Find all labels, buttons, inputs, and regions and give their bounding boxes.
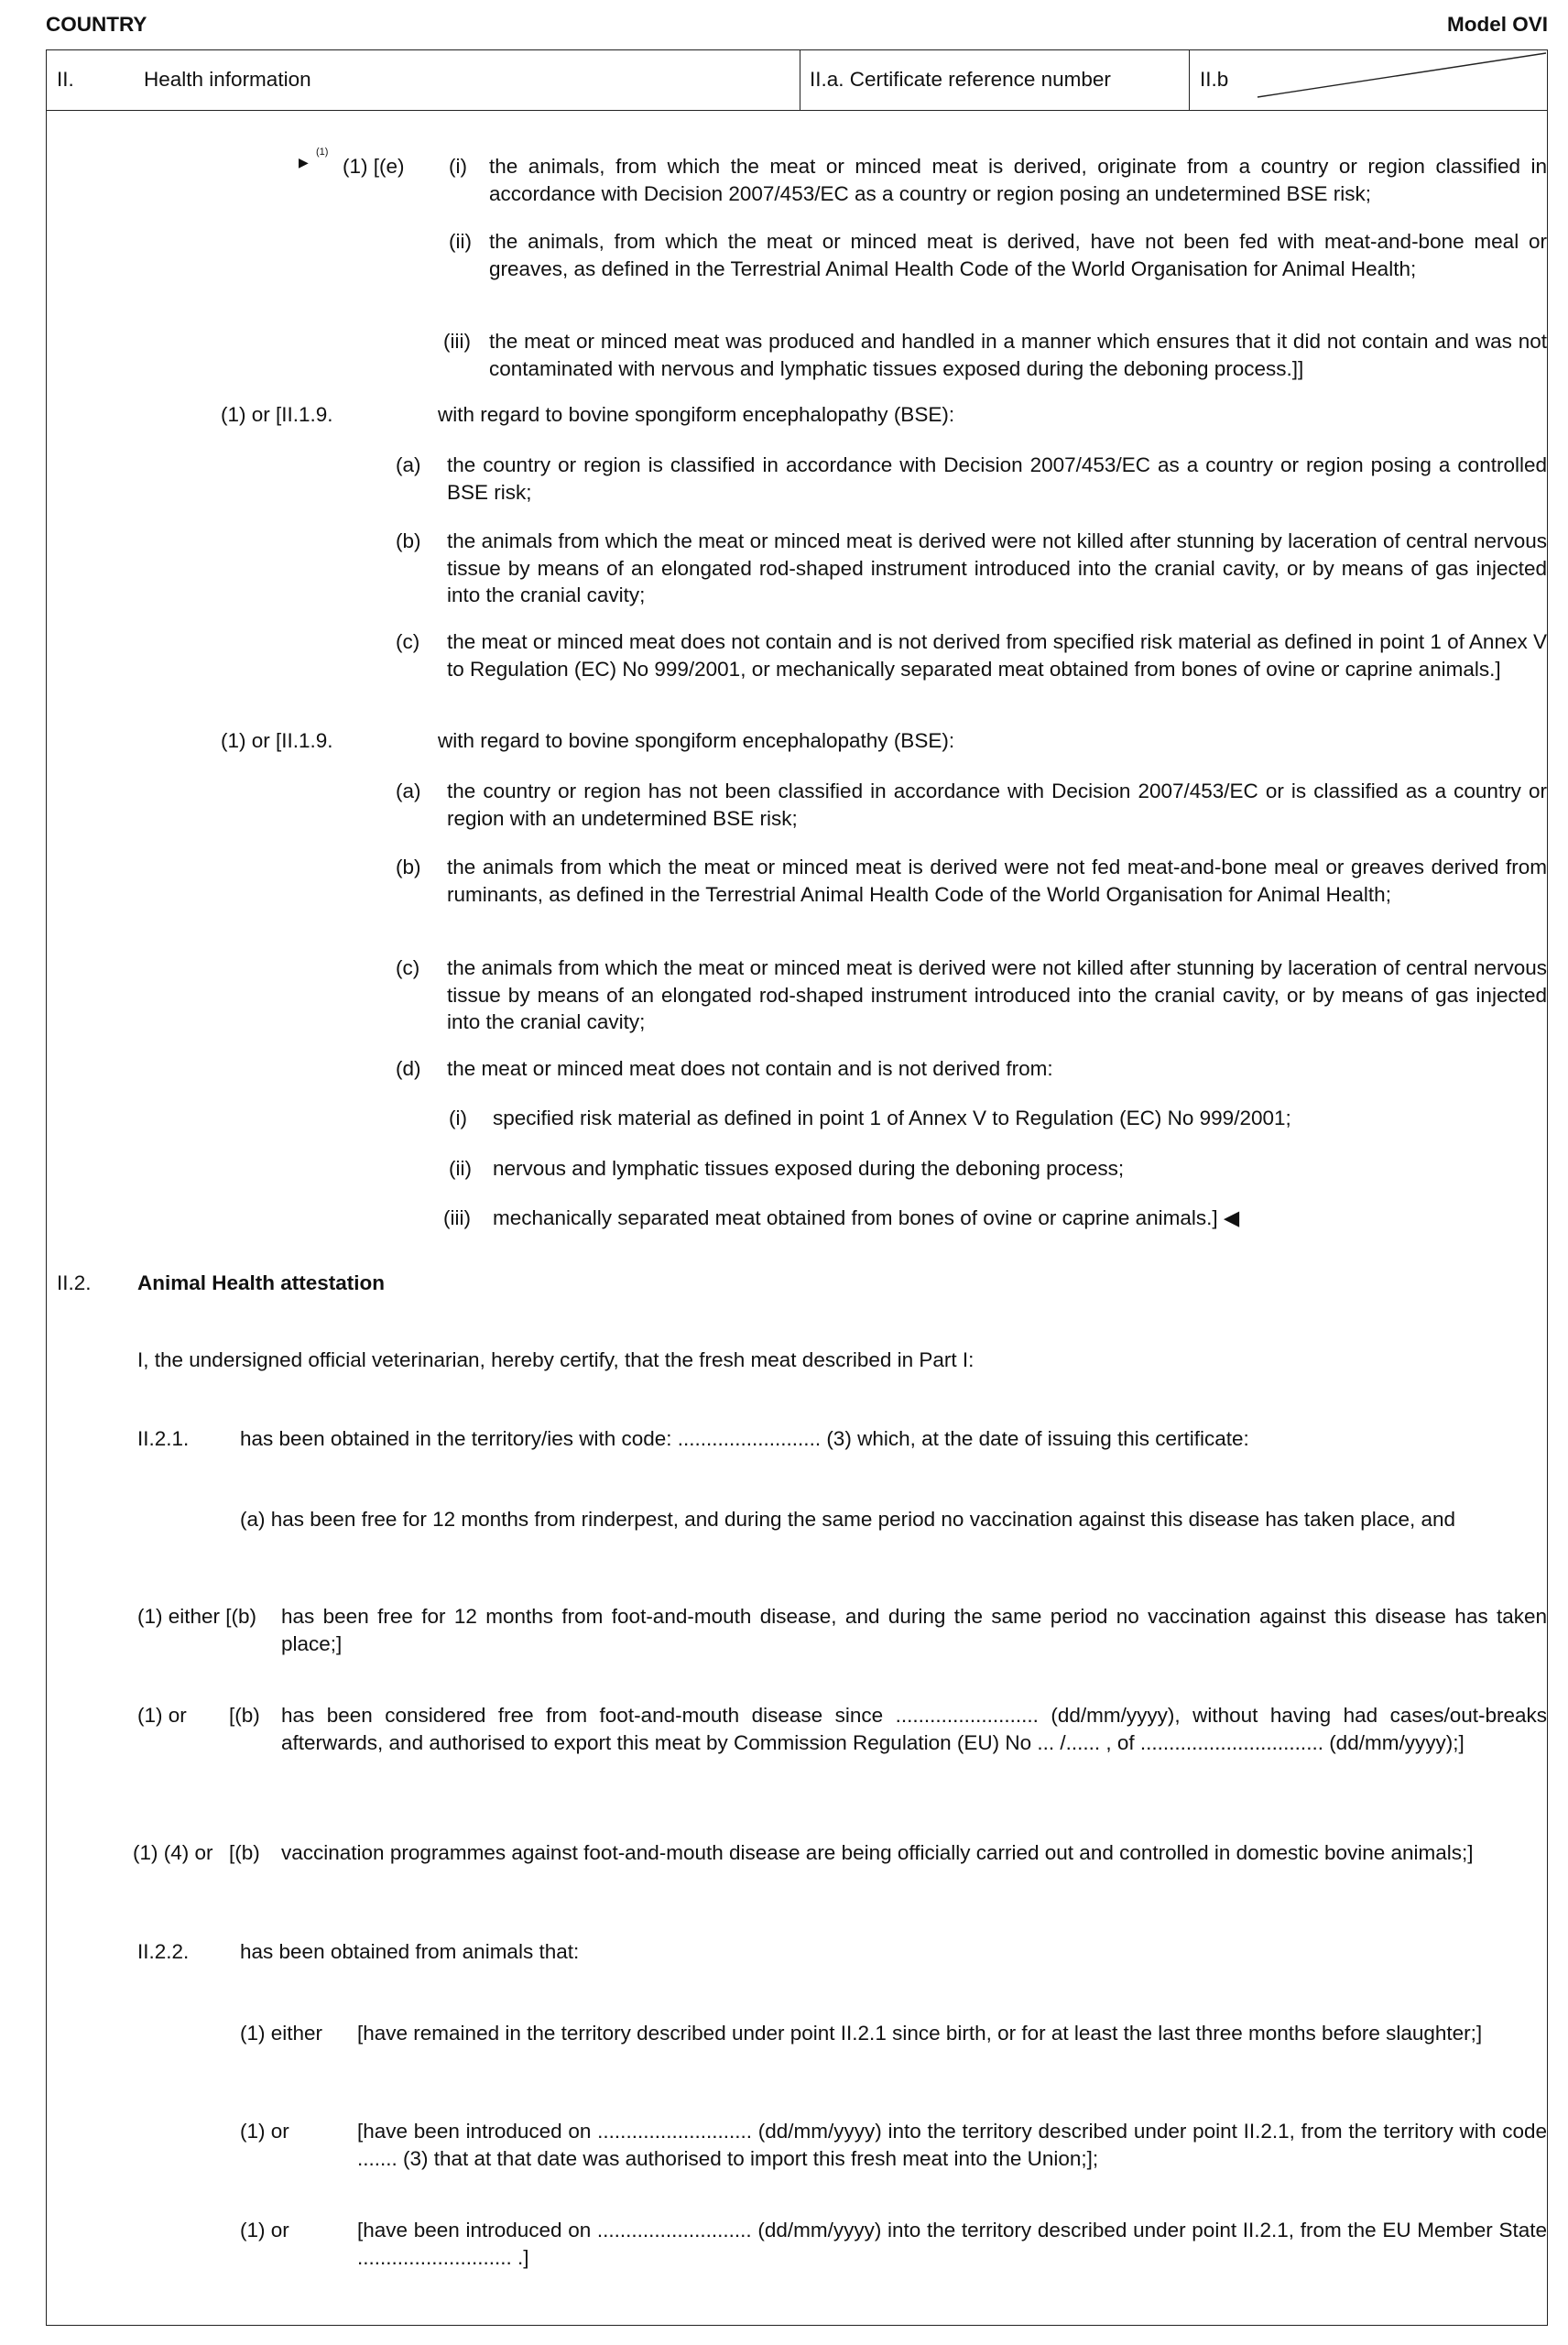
certificate-reference-label: II.a. Certificate reference number — [810, 68, 1111, 91]
bse1-b-text: the animals from which the meat or minced meat is derived were not killed after stunning by laceration of central nervous tissue by means of an elongated rod-shaped instrument introduced into the cranial cavity, or by means of gas injected into the cranial cavity; — [447, 529, 1547, 607]
bse2-c-text: the animals from which the meat or minced meat is derived were not killed after stunning by laceration of central nervous tissue by means of an elongated rod-shaped instrument introduced into the cranial cavity, or by means of gas injected into the cranial cavity; — [447, 956, 1547, 1034]
bse1-b-num: (b) — [396, 529, 421, 552]
ii22-opt1-text: [have remained in the territory described under point II.2.1 since birth, or for at least the last three months before slaughter;] — [357, 2022, 1483, 2045]
ii2-number: II.2. — [57, 1271, 92, 1294]
block-e-i-text: the animals, from which the meat or minced meat is derived, originate from a country or region classified in accordance with Decision 2007/453/EC as a country or region posing an undetermined BSE risk; — [489, 155, 1547, 205]
bse1-prefix: (1) or [II.1.9. — [221, 403, 333, 426]
ii2-intro: I, the undersigned official veterinarian, hereby certify, that the fresh meat described in Part I: — [137, 1348, 975, 1371]
ii22-opt2-prefix: (1) or — [240, 2120, 289, 2143]
bse2-title: with regard to bovine spongiform encephalopathy (BSE): — [438, 729, 955, 752]
iib-label: II.b — [1200, 68, 1229, 91]
bse1-a-text: the country or region is classified in accordance with Decision 2007/453/EC as a country or region posing a controlled BSE risk; — [447, 453, 1547, 504]
bse2-sub-i-text: specified risk material as defined in point 1 of Annex V to Regulation (EC) No 999/2001; — [493, 1107, 1291, 1129]
model-label: Model OVI — [1446, 13, 1548, 36]
certificate-frame — [46, 49, 1548, 2326]
ii21-a-text: (a) has been free for 12 months from rinderpest, and during the same period no vaccination against this disease has taken place, and — [240, 1508, 1456, 1531]
amendment-note: (1) — [316, 147, 329, 158]
or2-b: [(b) — [229, 1841, 260, 1864]
amendment-marker: ▶ — [299, 155, 309, 169]
either-b-text: has been free for 12 months from foot-and-mouth disease, and during the same period no vaccination against this disease has taken place;] — [281, 1605, 1547, 1655]
bse2-sub-iii-num: (iii) — [443, 1206, 471, 1229]
block-e-prefix: (1) [(e) — [343, 155, 405, 178]
or2-text: vaccination programmes against foot-and-mouth disease are being officially carried out and controlled in domestic bovine animals;] — [281, 1841, 1474, 1864]
bse2-a-text: the country or region has not been classified in accordance with Decision 2007/453/EC or is classified as a country or region with an undetermined BSE risk; — [447, 780, 1547, 830]
bse2-sub-ii-text: nervous and lymphatic tissues exposed during the deboning process; — [493, 1157, 1125, 1180]
bse2-sub-iii-text: mechanically separated meat obtained from bones of ovine or caprine animals.] ◀ — [493, 1206, 1240, 1229]
ii22-number: II.2.2. — [137, 1940, 190, 1963]
bse2-d-text: the meat or minced meat does not contain and is not derived from: — [447, 1057, 1053, 1080]
ii21-text: has been obtained in the territory/ies with code: ......................... (3) which, at the date of issuing this certificate: — [240, 1427, 1249, 1450]
iib-diagonal-line — [1189, 49, 1548, 110]
section-number: II. — [57, 68, 74, 91]
block-e-iii-text: the meat or minced meat was produced and handled in a manner which ensures that it did not contain and was not contaminated with nervous and lymphatic tissues exposed during the deboning process.]] — [489, 330, 1547, 380]
block-e-ii-num: (ii) — [449, 230, 472, 253]
bse1-c-num: (c) — [396, 630, 420, 653]
or1-text: has been considered free from foot-and-mouth disease since ......................... (dd/mm/yyyy), without having had cases/out-breaks afterwards, and authorised to export this meat by Commission Regulation (EU) No ... /...... , of ................................ (dd/mm/yyyy);] — [281, 1704, 1547, 1754]
bse1-title: with regard to bovine spongiform encephalopathy (BSE): — [438, 403, 955, 426]
or1-b: [(b) — [229, 1704, 260, 1727]
block-e-ii-text: the animals, from which the meat or minced meat is derived, have not been fed with meat-and-bone meal or greaves, as defined in the Terrestrial Animal Health Code of the World Organisation for Animal Health; — [489, 230, 1547, 280]
or2-prefix: (1) (4) or — [133, 1841, 213, 1864]
ii22-opt3-prefix: (1) or — [240, 2219, 289, 2241]
bse2-sub-ii-num: (ii) — [449, 1157, 472, 1180]
ii22-opt1-prefix: (1) either — [240, 2022, 323, 2045]
bse2-d-num: (d) — [396, 1057, 421, 1080]
either-b-prefix: (1) either [(b) — [137, 1605, 257, 1628]
bse2-b-num: (b) — [396, 856, 421, 878]
header-divider — [46, 110, 1548, 111]
bse1-c-text: the meat or minced meat does not contain and is not derived from specified risk material as defined in point 1 of Annex V to Regulation (EC) No 999/2001, or mechanically separated meat obtained from bones of ovine or caprine animals.] — [447, 630, 1547, 681]
block-e-iii-num: (iii) — [443, 330, 471, 353]
bse2-prefix: (1) or [II.1.9. — [221, 729, 333, 752]
or1-prefix: (1) or — [137, 1704, 187, 1727]
country-label: COUNTRY — [46, 13, 147, 36]
ii2-title: Animal Health attestation — [137, 1271, 386, 1294]
bse2-c-num: (c) — [396, 956, 420, 979]
bse2-a-num: (a) — [396, 780, 421, 802]
ii22-opt3-text: [have been introduced on ........................... (dd/mm/yyyy) into the territory described under point II.2.1, from the EU Member State ........................... .] — [357, 2219, 1547, 2269]
ii21-number: II.2.1. — [137, 1427, 190, 1450]
ii22-opt2-text: [have been introduced on ........................... (dd/mm/yyyy) into the territory described under point II.2.1, from the territory with code ....... (3) that at that date was authorised to import this fresh meat into the Union;]; — [357, 2120, 1547, 2170]
bse2-sub-i-num: (i) — [449, 1107, 467, 1129]
ii22-text: has been obtained from animals that: — [240, 1940, 580, 1963]
bse1-a-num: (a) — [396, 453, 421, 476]
block-e-i-num: (i) — [449, 155, 467, 178]
section-title: Health information — [144, 68, 311, 91]
bse2-b-text: the animals from which the meat or minced meat is derived were not fed meat-and-bone meal or greaves derived from ruminants, as defined in the Terrestrial Animal Health Code of the World Organisation for Animal Health; — [447, 856, 1547, 906]
